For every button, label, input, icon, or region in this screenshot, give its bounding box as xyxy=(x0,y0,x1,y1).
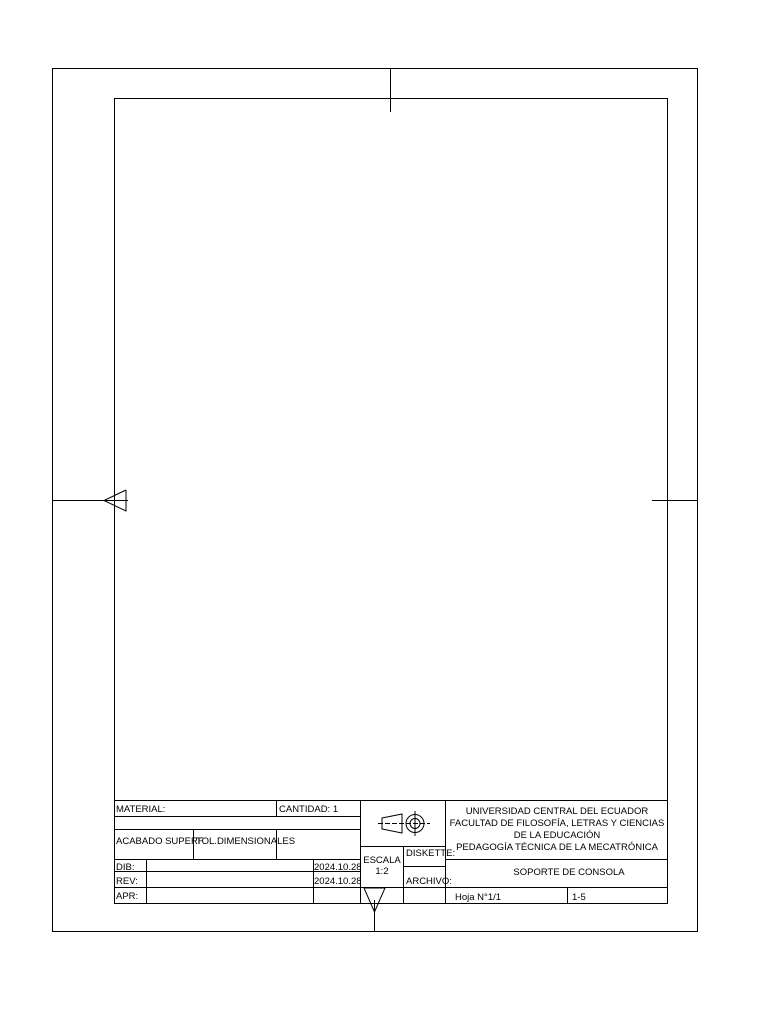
archivo-label: ARCHIVO: xyxy=(406,876,452,887)
dib-date: 2024.10.28 xyxy=(314,862,362,873)
tol-dimensionales-label: TOL.DIMENSIONALES xyxy=(196,836,296,847)
institution-line-3: DE LA EDUCACIÓN xyxy=(513,830,601,841)
institution-line-2: FACULTAD DE FILOSOFÍA, LETRAS Y CIENCIAS xyxy=(449,818,665,829)
diskette-label: DISKETTE: xyxy=(406,848,456,859)
rev-date: 2024.10.28 xyxy=(314,876,362,887)
material-label: MATERIAL: xyxy=(116,804,166,815)
dib-label: DIB: xyxy=(116,862,135,873)
institution-line-1: UNIVERSIDAD CENTRAL DEL ECUADOR xyxy=(465,806,649,817)
sheet-code: 1-5 xyxy=(572,892,586,903)
projection-symbol-icon xyxy=(378,811,430,836)
acabado-label: ACABADO SUPERF. xyxy=(116,836,206,847)
escala-value: 1:2 xyxy=(375,866,389,877)
cantidad-label: CANTIDAD: 1 xyxy=(279,804,339,815)
drawing-title: SOPORTE DE CONSOLA xyxy=(513,867,625,878)
institution-line-4: PEDAGOGÍA TÉCNICA DE LA MECATRÓNICA xyxy=(456,842,658,853)
escala-label: ESCALA xyxy=(363,855,401,866)
apr-label: APR: xyxy=(116,891,139,902)
rev-label: REV: xyxy=(116,876,138,887)
sheet-number: Hoja N°1/1 xyxy=(455,892,502,903)
